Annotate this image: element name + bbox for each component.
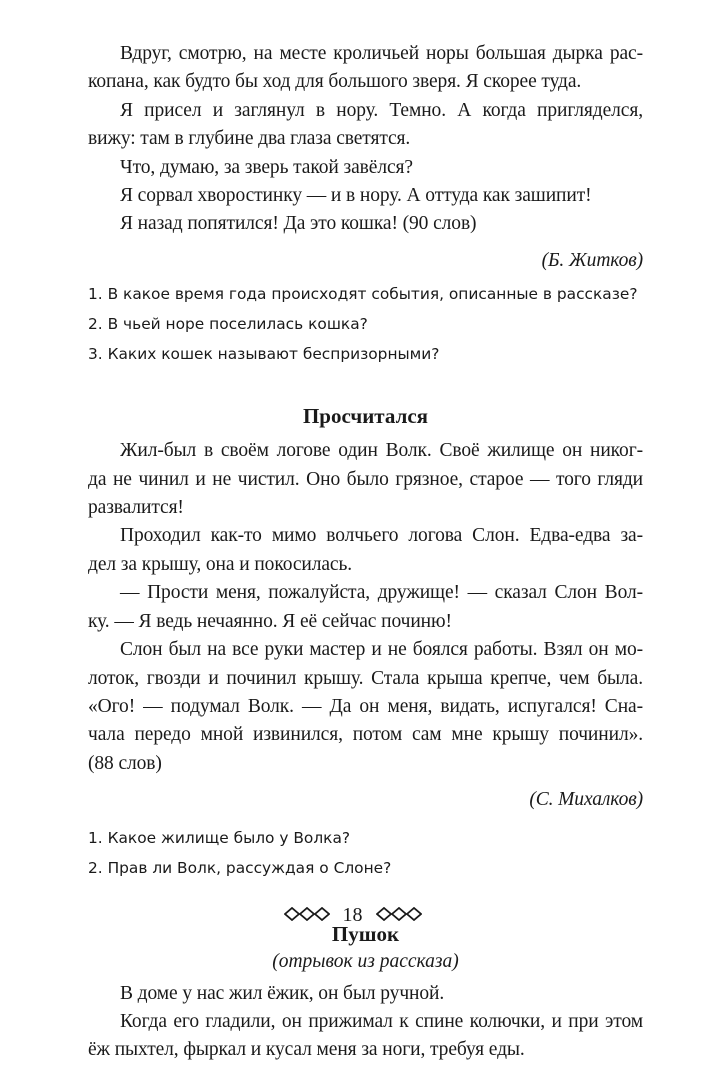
- text-line: Я сорвал хворостинку — и в нору. А оттуда как зашипит!: [120, 185, 592, 207]
- text-line: Я назад попятился! Да это кошка! (90 слов): [120, 213, 477, 235]
- page-number: 18: [342, 904, 363, 927]
- subtitle-excerpt: (отрывок из рассказа): [272, 950, 459, 972]
- text-line: Слон был на все руки мастер и не боялся работы. Взял он мо-: [120, 639, 643, 661]
- text-line: дел за крышу, она и покосилась.: [88, 553, 353, 575]
- title-pushok: Пушок: [331, 921, 400, 946]
- text-line: Проходил как-то мимо волчьего логова Слон. Едва-едва за-: [120, 525, 643, 547]
- page-footer: [0, 900, 705, 929]
- text-line: да не чинил и не чистил. Оно было грязное, старое — того гляди: [88, 468, 643, 490]
- story-mikhalkov-text: [88, 437, 643, 778]
- text-line: В доме у нас жил ёжик, он был ручной.: [120, 982, 445, 1004]
- diamond-ornament-icon: [284, 901, 330, 929]
- story-pushok-text: [88, 980, 643, 1065]
- story-zhitkov-text: [88, 40, 643, 239]
- author-zhitkov: (Б. Житков): [541, 249, 643, 271]
- text-line: — Прости меня, пожалуйста, дружище! — сказал Слон Вол-: [120, 582, 643, 604]
- question-item: 3. Каких кошек называют беспризорными?: [88, 345, 440, 364]
- text-line: «Ого! — подумал Волк. — Да он меня, видать, испугался! Сна-: [88, 695, 643, 717]
- text-line: Когда его гладили, он прижимал к спине колючки, и при этом: [120, 1010, 643, 1032]
- question-item: 1. Какое жилище было у Волка?: [88, 828, 351, 847]
- question-item: 2. Прав ли Волк, рассуждая о Слоне?: [88, 858, 392, 877]
- text-line: Жил-был в своём логове один Волк. Своё жилище он никог-: [120, 440, 643, 462]
- question-item: 1. В какое время года происходят события, описанные в рассказе?: [88, 285, 638, 304]
- text-line: Вдруг, смотрю, на месте кроличьей норы большая дырка рас-: [120, 43, 643, 64]
- text-line: Я присел и заглянул в нору. Темно. А когда пригляделся,: [120, 99, 643, 121]
- text-line: копана, как будто бы ход для большого зверя. Я скорее туда.: [88, 71, 582, 93]
- text-line: чала передо мной извинился, потом сам мне крышу починил».: [88, 724, 643, 746]
- text-line: ку. — Я ведь нечаянно. Я её сейчас починю!: [88, 610, 452, 632]
- text-line: развалится!: [88, 497, 184, 519]
- text-line: ёж пыхтел, фыркал и кусал меня за ноги, требуя еды.: [88, 1039, 525, 1061]
- questions-list-2: [88, 823, 643, 883]
- author-mikhalkov: (С. Михалков): [529, 789, 643, 811]
- title-proschitalsya: Просчитался: [302, 404, 429, 429]
- questions-list-1: [88, 279, 643, 369]
- diamond-ornament-icon: [376, 901, 422, 929]
- text-line: вижу: там в глубине два глаза светятся.: [88, 128, 411, 150]
- text-line: лоток, гвозди и починил крышу. Стала крыша крепче, чем была.: [88, 667, 643, 689]
- text-line: Что, думаю, за зверь такой завёлся?: [120, 156, 413, 178]
- text-line: (88 слов): [88, 752, 162, 774]
- question-item: 2. В чьей норе поселилась кошка?: [88, 315, 368, 334]
